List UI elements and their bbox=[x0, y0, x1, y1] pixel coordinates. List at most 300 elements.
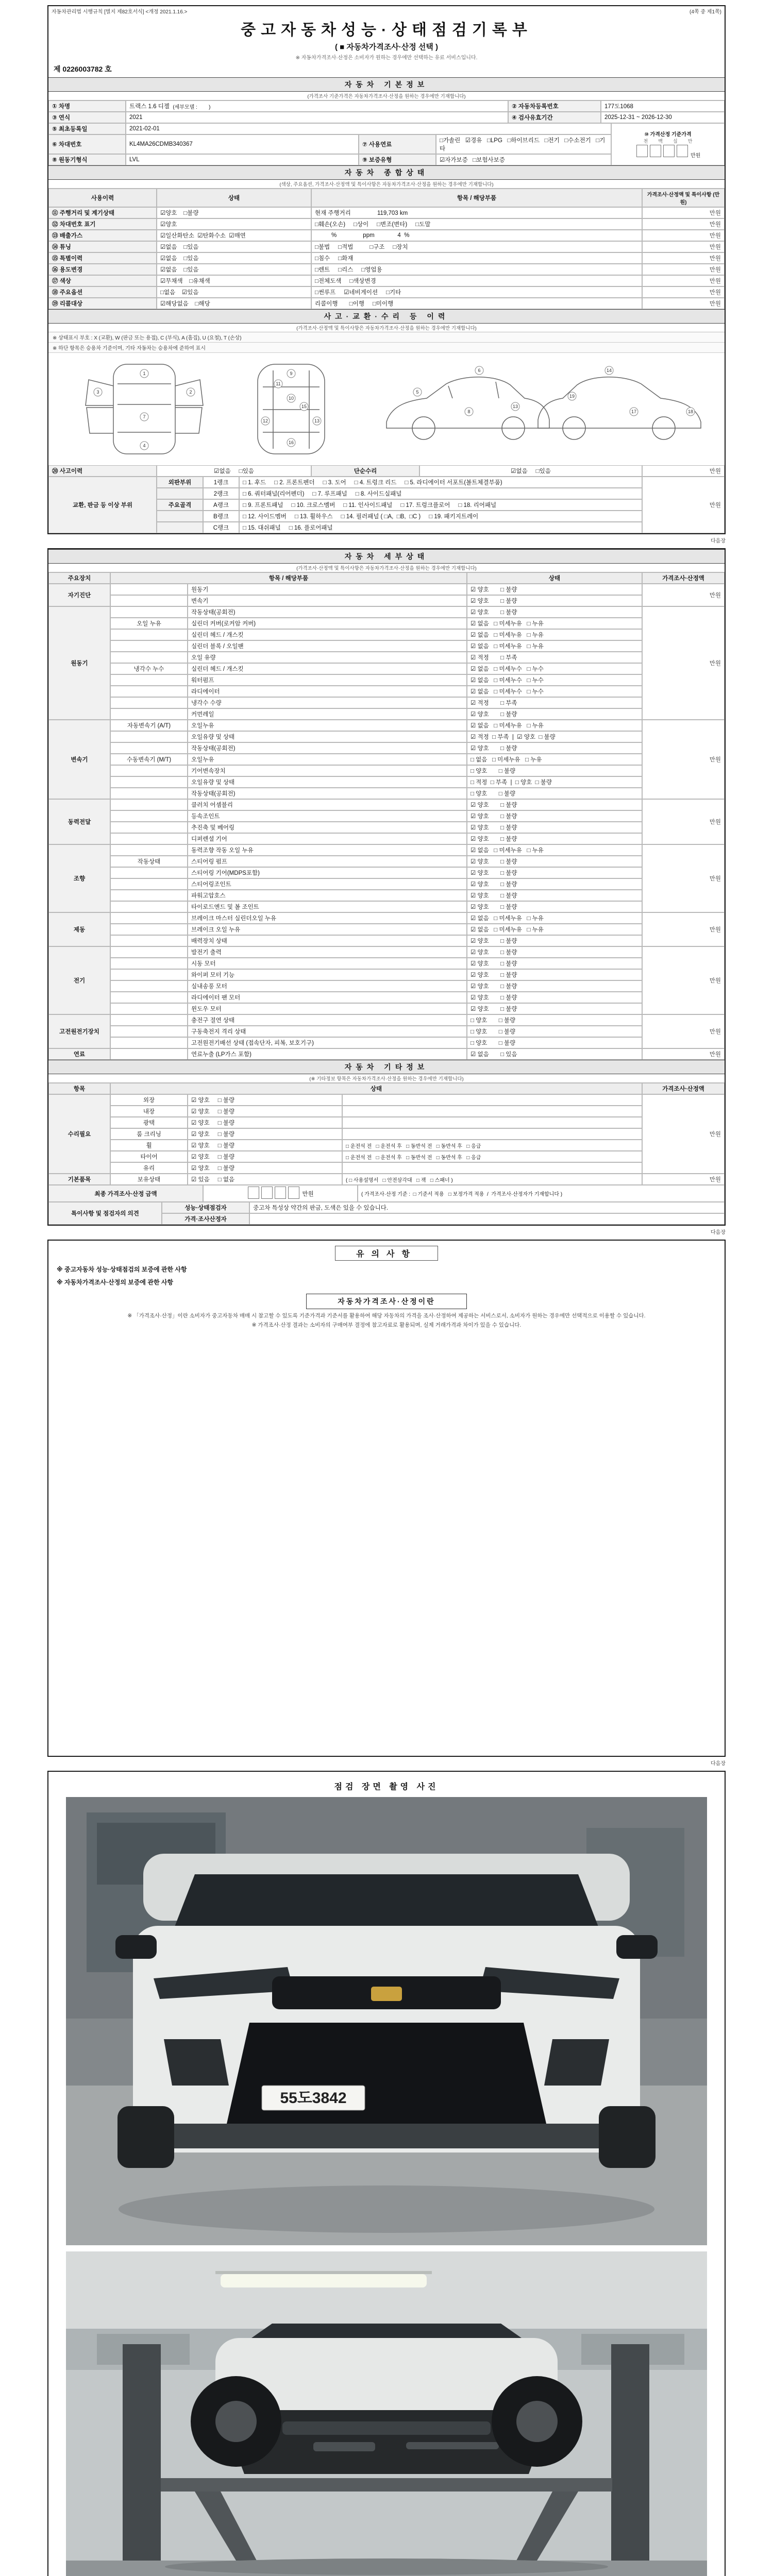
item-label: 실린더 헤드 / 개스킷 bbox=[188, 663, 467, 674]
field-label: ⑤ 최초등록일 bbox=[48, 123, 126, 134]
section-main-form bbox=[47, 5, 726, 534]
etc-row bbox=[110, 1162, 642, 1174]
overall-row bbox=[48, 275, 725, 286]
accident-history-label: ⑳ 사고이력 bbox=[48, 465, 157, 477]
photo-car-front bbox=[66, 1797, 707, 2245]
detail-row bbox=[110, 833, 642, 844]
base-price-label: ⑩ 가격산정 기준가격 bbox=[644, 132, 692, 138]
photo-car-underbody bbox=[66, 2251, 707, 2576]
price-digit bbox=[663, 145, 675, 157]
base-price-scales: 천 백 십 만 bbox=[643, 139, 693, 144]
subgroup-label bbox=[110, 788, 188, 799]
item-label: 실린더 블록 / 오일팬 bbox=[188, 640, 467, 652]
detail-row bbox=[110, 1037, 642, 1048]
subgroup-label bbox=[110, 867, 188, 878]
item-label: 룸 크리닝 bbox=[110, 1128, 188, 1140]
detail-checkboxes: □썬루프 ☑네비게이션 □기타 bbox=[311, 286, 642, 298]
accident-note: (가격조사·산정액 및 특이사항은 자동차가격조사·산정을 원하는 경우에만 기재합니다) bbox=[48, 324, 725, 332]
row-label: ⑬ 배출가스 bbox=[48, 230, 157, 241]
exchange-panel-section bbox=[48, 477, 725, 533]
price-cell: 만원 bbox=[642, 584, 725, 606]
detail-group bbox=[48, 720, 725, 799]
price-digit bbox=[677, 145, 688, 157]
price-cell: 만원 bbox=[642, 912, 725, 946]
simple-repair-label: 단순수리 bbox=[311, 465, 419, 477]
status-checkboxes: ☑ 양호 □ 불량 bbox=[467, 708, 642, 720]
status-checkboxes: ☑ 양호 □ 불량 bbox=[467, 1003, 642, 1014]
row-label: ⑪ 주행거리 및 계기상태 bbox=[48, 207, 157, 218]
subgroup-label bbox=[110, 946, 188, 958]
col-header: 항목 / 해당부품 bbox=[311, 189, 642, 207]
status-checkboxes: ☑ 없음 □ 미세누수 □ 누수 bbox=[467, 663, 642, 674]
overall-state-note: (색상, 주요옵션, 가격조사·산정액 및 특이사항은 자동차가격조사·산정을 원하는 경우에만 기재합니다) bbox=[48, 180, 725, 189]
subgroup-label bbox=[110, 799, 188, 810]
overall-row bbox=[48, 252, 725, 264]
price-cell: 만원 bbox=[642, 286, 725, 298]
subgroup-label bbox=[110, 776, 188, 788]
status-checkboxes: ☑ 양호 □ 불량 bbox=[467, 742, 642, 754]
page-marker: (4쪽 중 제1쪽) bbox=[690, 9, 721, 15]
detail-row bbox=[110, 697, 642, 708]
price-definition-box: 자동차가격조사·산정이란 bbox=[306, 1294, 466, 1309]
accident-history-status: ☑없음 □있음 bbox=[157, 465, 311, 477]
section-detail-state bbox=[47, 548, 726, 1226]
etc-row bbox=[110, 1174, 642, 1185]
first-registration-value: 2021-02-01 bbox=[126, 123, 611, 134]
field-label: ① 차명 bbox=[48, 100, 126, 112]
subgroup-label bbox=[110, 765, 188, 776]
status-checkboxes: ☑해당없음 □해당 bbox=[157, 298, 311, 309]
status-checkboxes: ☑없음 □있음 bbox=[157, 241, 311, 252]
col-header: 가격조사·산정액 및 특이사항 (만원) bbox=[642, 189, 725, 207]
status-checkboxes: ☑ 양호 □ 불량 bbox=[188, 1151, 342, 1162]
price-cell: 만원 bbox=[642, 230, 725, 241]
price-unit: 만원 bbox=[690, 153, 701, 159]
status-checkboxes: ☑ 양호 □ 불량 bbox=[467, 822, 642, 833]
panel-items: □ 9. 프론트패널 □ 10. 크로스멤버 □ 11. 인사이드패널 □ 17. 트렁크플로어 □ 18. 리어패널 bbox=[239, 499, 642, 511]
group-label: 수리필요 bbox=[48, 1094, 110, 1174]
status-checkboxes: ☑ 양호 □ 불량 bbox=[188, 1094, 342, 1106]
detail-row bbox=[110, 799, 642, 810]
detail-group bbox=[48, 1048, 725, 1060]
status-checkboxes: ☑ 양호 □ 불량 bbox=[467, 946, 642, 958]
section-notice bbox=[47, 1240, 726, 1757]
price-cell: 만원 bbox=[642, 799, 725, 844]
status-checkboxes: ☑ 없음 □ 미세누유 □ 누유 bbox=[467, 844, 642, 856]
opinion-row bbox=[162, 1213, 725, 1225]
status-checkboxes: ☑없음 □있음 bbox=[157, 264, 311, 275]
status-checkboxes: ☑ 없음 □ 미세누유 □ 누유 bbox=[467, 618, 642, 629]
group-label: 조향 bbox=[48, 844, 110, 912]
item-label: 구동축전지 격리 상태 bbox=[188, 1026, 467, 1037]
opinion-text bbox=[249, 1213, 725, 1225]
group-label: 고전원전기장치 bbox=[48, 1014, 110, 1048]
detail-row bbox=[110, 810, 642, 822]
subgroup-label bbox=[110, 924, 188, 935]
svg-text:5: 5 bbox=[416, 389, 419, 395]
subgroup-label bbox=[110, 674, 188, 686]
detail-row bbox=[110, 1014, 642, 1026]
status-checkboxes: ☑ 양호 □ 불량 bbox=[188, 1106, 342, 1117]
next-page-label: 다음장 bbox=[711, 538, 726, 544]
extra-checkboxes bbox=[342, 1106, 642, 1117]
final-price-note: ( 가격조사·산정 기준 : □ 기준서 적용 □ 보정가격 적용 / 가격조사·산정자가 기재합니다 ) bbox=[358, 1185, 725, 1202]
detail-group bbox=[48, 799, 725, 844]
status-checkboxes: □ 양호 □ 불량 bbox=[467, 1014, 642, 1026]
field-label: ⑧ 원동기형식 bbox=[48, 154, 126, 165]
status-checkboxes: □ 양호 □ 불량 bbox=[467, 1026, 642, 1037]
status-checkboxes: ☑ 양호 □ 불량 bbox=[188, 1117, 342, 1128]
price-cell: 만원 bbox=[642, 1048, 725, 1060]
item-label: 스티어링 기어(MDPS포함) bbox=[188, 867, 467, 878]
item-label: 연료누출 (LP가스 포함) bbox=[188, 1048, 467, 1060]
registration-number-value: 177도1068 bbox=[601, 100, 725, 112]
status-checkboxes: ☑ 없음 □ 미세누수 □ 누수 bbox=[467, 674, 642, 686]
status-checkboxes: ☑ 양호 □ 불량 bbox=[467, 856, 642, 867]
item-label: 클러치 어셈블리 bbox=[188, 799, 467, 810]
diagram-legend: ※ 하단 항목은 승용차 기준이며, 기타 자동차는 승용차에 준하여 표시 bbox=[48, 343, 725, 353]
item-label: 라디에이터 팬 모터 bbox=[188, 992, 467, 1003]
detail-row bbox=[110, 708, 642, 720]
item-label: 디퍼렌셜 기어 bbox=[188, 833, 467, 844]
exchange-panel-label: 교환, 판금 등 이상 부위 bbox=[48, 477, 157, 533]
detail-row bbox=[110, 878, 642, 890]
detail-row bbox=[110, 640, 642, 652]
extra-checkboxes bbox=[342, 1162, 642, 1174]
subgroup-label bbox=[110, 980, 188, 992]
item-label: 충전구 절연 상태 bbox=[188, 1014, 467, 1026]
next-page-label: 다음장 bbox=[711, 1761, 726, 1767]
document-sheet bbox=[47, 0, 726, 2576]
panel-row bbox=[157, 522, 642, 533]
row-label: ⑯ 용도변경 bbox=[48, 264, 157, 275]
accident-history-header: 사고·교환·수리 등 이력 bbox=[48, 309, 725, 324]
overall-row bbox=[48, 264, 725, 275]
row-label: ⑰ 색상 bbox=[48, 275, 157, 286]
svg-text:11: 11 bbox=[276, 381, 281, 386]
status-checkboxes: ☑ 없음 □ 미세누유 □ 누유 bbox=[467, 629, 642, 640]
form-ref: 자동차관리법 시행규칙 [별지 제82호서식] <개정 2021.1.16.> bbox=[52, 9, 188, 15]
item-label: 오일유량 및 상태 bbox=[188, 776, 467, 788]
price-digit bbox=[288, 1187, 299, 1199]
status-checkboxes: ☑없음 □있음 bbox=[157, 252, 311, 264]
status-checkboxes: ☑ 양호 □ 불량 bbox=[467, 867, 642, 878]
item-label: 실린더 커버(로커암 커버) bbox=[188, 618, 467, 629]
col-header: 사용이력 bbox=[48, 189, 157, 207]
detail-row bbox=[110, 618, 642, 629]
status-checkboxes: ☑ 양호 □ 불량 bbox=[467, 595, 642, 606]
detail-group bbox=[48, 606, 725, 720]
status-checkboxes: ☑ 양호 □ 불량 bbox=[467, 890, 642, 901]
svg-text:1: 1 bbox=[143, 371, 146, 376]
status-checkboxes: ☑ 양호 □ 불량 bbox=[467, 958, 642, 969]
subgroup-label bbox=[110, 890, 188, 901]
base-price-box bbox=[611, 123, 725, 165]
opinion-role: 가격·조사산정자 bbox=[162, 1213, 249, 1225]
status-checkboxes: ☑ 없음 □ 미세누유 □ 누유 bbox=[467, 912, 642, 924]
detail-row bbox=[110, 652, 642, 663]
etc-info-header: 자동차 기타정보 bbox=[48, 1060, 725, 1074]
status-checkboxes: ☑무채색 □유채색 bbox=[157, 275, 311, 286]
item-label: 내장 bbox=[110, 1106, 188, 1117]
row-label: ⑫ 차대번호 표기 bbox=[48, 218, 157, 230]
panel-group: 외판부위 bbox=[157, 477, 203, 488]
overall-row bbox=[48, 286, 725, 298]
overall-row bbox=[48, 218, 725, 230]
price-cell: 만원 bbox=[642, 264, 725, 275]
panel-items: □ 15. 대쉬패널 □ 16. 플로어패널 bbox=[239, 522, 642, 533]
subgroup-label bbox=[110, 969, 188, 980]
panel-items: □ 12. 사이드멤버 □ 13. 휠하우스 □ 14. 필러패널 ( □A, □B, □C ) □ 19. 패키지트레이 bbox=[239, 511, 642, 522]
status-checkboxes: ☑ 적정 □ 부족 | ☑ 양호 □ 불량 bbox=[467, 731, 642, 742]
price-cell: 만원 bbox=[642, 606, 725, 720]
detail-row bbox=[110, 958, 642, 969]
status-checkboxes: ☑ 없음 □ 있음 bbox=[467, 1048, 642, 1060]
subgroup-label bbox=[110, 844, 188, 856]
document-number: 제 0226003782 호 bbox=[54, 65, 112, 73]
col-header: 상태 bbox=[467, 572, 642, 584]
etc-row bbox=[110, 1151, 642, 1162]
detail-checkboxes: □침수 □화재 bbox=[311, 252, 642, 264]
price-cell: 만원 bbox=[642, 241, 725, 252]
panel-row bbox=[157, 511, 642, 522]
subgroup-label bbox=[110, 686, 188, 697]
item-label: 워터펌프 bbox=[188, 674, 467, 686]
field-label: ⑥ 차대번호 bbox=[48, 134, 126, 154]
detail-row bbox=[110, 1048, 642, 1060]
panel-row bbox=[157, 477, 642, 488]
panel-rank: C랭크 bbox=[203, 522, 239, 533]
detail-row bbox=[110, 788, 642, 799]
subgroup-label bbox=[110, 731, 188, 742]
page-subtitle: ( ■ 자동차가격조사·산정 선택 ) bbox=[334, 43, 439, 52]
status-checkboxes: ☑ 없음 □ 미세누유 □ 누유 bbox=[467, 720, 642, 731]
status-checkboxes: ☑ 양호 □ 불량 bbox=[467, 584, 642, 595]
detail-checkboxes: □전체도색 □색상변경 bbox=[311, 275, 642, 286]
status-checkboxes: □없음 ☑있음 bbox=[157, 286, 311, 298]
price-cell: 만원 bbox=[642, 252, 725, 264]
status-checkboxes: ☑ 없음 □ 미세누유 □ 누유 bbox=[467, 924, 642, 935]
item-label: 스티어링조인트 bbox=[188, 878, 467, 890]
basic-info-table bbox=[48, 100, 725, 165]
subgroup-label bbox=[110, 1014, 188, 1026]
item-label: 라디에이터 bbox=[188, 686, 467, 697]
detail-row bbox=[110, 1003, 642, 1014]
price-cell: 만원 bbox=[642, 298, 725, 309]
subgroup-label bbox=[110, 810, 188, 822]
detail-row bbox=[110, 946, 642, 958]
col-header: 상태 bbox=[157, 189, 311, 207]
row-label: ⑭ 튜닝 bbox=[48, 241, 157, 252]
panel-group bbox=[157, 488, 203, 499]
status-checkboxes: ☑ 양호 □ 불량 bbox=[467, 833, 642, 844]
base-price-digits bbox=[635, 145, 701, 159]
detail-row bbox=[110, 606, 642, 618]
item-label: 오일 유량 bbox=[188, 652, 467, 663]
item-label: 브레이크 오일 누유 bbox=[188, 924, 467, 935]
notice-title: 유의사항 bbox=[335, 1246, 438, 1261]
panel-group bbox=[157, 511, 203, 522]
status-checkboxes: ☑ 적정 □ 부족 bbox=[467, 697, 642, 708]
row-label: ⑲ 리콜대상 bbox=[48, 298, 157, 309]
detail-row bbox=[110, 720, 642, 731]
opinion-label: 특이사항 및 점검자의 의견 bbox=[48, 1202, 162, 1225]
item-label: 광택 bbox=[110, 1117, 188, 1128]
subgroup-label: 오일 누유 bbox=[110, 618, 188, 629]
status-checkboxes: ☑ 없음 □ 미세누유 □ 누유 bbox=[467, 640, 642, 652]
item-label: 외장 bbox=[110, 1094, 188, 1106]
car-name-value: 트랙스 1.6 디젤 (세부모델 : ) bbox=[126, 100, 508, 112]
svg-text:2: 2 bbox=[189, 389, 192, 395]
subgroup-label bbox=[110, 935, 188, 946]
status-checkboxes: ☑ 양호 □ 불량 bbox=[467, 606, 642, 618]
item-label: 작동상태(공회전) bbox=[188, 742, 467, 754]
extra-checkboxes: □ 운전석 전 □ 운전석 후 □ 동반석 전 □ 동반석 후 □ 응급 bbox=[342, 1151, 642, 1162]
overall-state-header: 자동차 종합상태 bbox=[48, 165, 725, 180]
group-label: 연료 bbox=[48, 1048, 110, 1060]
overall-row bbox=[48, 207, 725, 218]
item-label: 커먼레일 bbox=[188, 708, 467, 720]
subgroup-label: 냉각수 누수 bbox=[110, 663, 188, 674]
group-label: 제동 bbox=[48, 912, 110, 946]
status-checkboxes: ☑ 양호 □ 불량 bbox=[467, 980, 642, 992]
price-digit bbox=[636, 145, 648, 157]
item-label: 시동 모터 bbox=[188, 958, 467, 969]
item-label: 실내송풍 모터 bbox=[188, 980, 467, 992]
detail-row bbox=[110, 629, 642, 640]
item-label: 변속기 bbox=[188, 595, 467, 606]
subgroup-label: 자동변속기 (A/T) bbox=[110, 720, 188, 731]
item-label: 타이로드엔드 및 볼 조인트 bbox=[188, 901, 467, 912]
svg-text:3: 3 bbox=[96, 389, 99, 395]
status-checkboxes: ☑양호 □불량 bbox=[157, 207, 311, 218]
detail-row bbox=[110, 935, 642, 946]
item-label: 발전기 출력 bbox=[188, 946, 467, 958]
svg-text:13: 13 bbox=[512, 404, 518, 409]
item-label: 브레이크 마스터 실린더오일 누유 bbox=[188, 912, 467, 924]
detail-row bbox=[110, 980, 642, 992]
svg-text:6: 6 bbox=[478, 368, 481, 373]
item-label: 추진축 및 베어링 bbox=[188, 822, 467, 833]
field-label: ③ 연식 bbox=[48, 112, 126, 123]
row-label: ⑱ 주요옵션 bbox=[48, 286, 157, 298]
subgroup-label bbox=[110, 742, 188, 754]
basic-info-note: (가격조사 기준가격은 자동차가격조사·산정을 원하는 경우에만 기재합니다) bbox=[48, 92, 725, 100]
status-checkboxes: □ 양호 □ 불량 bbox=[467, 765, 642, 776]
subgroup-label bbox=[110, 1026, 188, 1037]
subgroup-label bbox=[110, 1037, 188, 1048]
extra-checkboxes: ( □ 사용설명서 □ 안전삼각대 □ 잭 □ 스패너 ) bbox=[342, 1174, 642, 1185]
opinion-text: 중고차 특성상 약간의 판금, 도색은 있을 수 있습니다. bbox=[249, 1202, 725, 1213]
subgroup-label: 작동상태 bbox=[110, 856, 188, 867]
detail-row bbox=[110, 901, 642, 912]
overall-row bbox=[48, 230, 725, 241]
basic-info-header: 자동차 기본정보 bbox=[48, 77, 725, 92]
notice-subheading: ※ 자동차가격조사·산정의 보증에 관한 사항 bbox=[57, 1279, 174, 1286]
panel-row bbox=[157, 488, 642, 499]
state-mark-legend: ※ 상태표시 부호 : X (교환), W (판금 또는 용접), C (부식), A (흠집), U (요철), T (손상) bbox=[48, 332, 725, 343]
price-definition-note: ※ 가격조사·산정 결과는 소비자의 구매여부 결정에 참고자료로 활용되며, 실제 거래가격과 차이가 있을 수 있습니다. bbox=[251, 1321, 522, 1328]
subgroup-label bbox=[110, 1003, 188, 1014]
form-reference-line bbox=[48, 6, 725, 16]
subgroup-label bbox=[110, 595, 188, 606]
svg-text:15: 15 bbox=[301, 404, 307, 409]
price-cell: 만원 bbox=[642, 1094, 725, 1174]
opinion-row bbox=[162, 1202, 725, 1213]
price-cell: 만원 bbox=[642, 207, 725, 218]
overall-state-table bbox=[48, 189, 725, 309]
opinion-role: 성능·상태점검자 bbox=[162, 1202, 249, 1213]
notice-subheading: ※ 중고자동차 성능·상태점검의 보증에 관한 사항 bbox=[57, 1266, 187, 1273]
detail-group bbox=[48, 844, 725, 912]
etc-row bbox=[110, 1106, 642, 1117]
price-cell: 만원 bbox=[642, 1174, 725, 1185]
vin-value: KL4MA26CDMB340367 bbox=[126, 134, 359, 154]
item-label: 윈도우 모터 bbox=[188, 1003, 467, 1014]
etc-info-note: (※ 기타정보 항목은 자동차가격조사·산정을 원하는 경우에만 기재합니다) bbox=[48, 1074, 725, 1083]
panel-rank: 2랭크 bbox=[203, 488, 239, 499]
subgroup-label: 수동변속기 (M/T) bbox=[110, 754, 188, 765]
status-checkboxes: ☑ 있음 □ 없음 bbox=[188, 1174, 342, 1185]
panel-items: □ 6. 쿼터패널(리어펜더) □ 7. 루프패널 □ 8. 사이드실패널 bbox=[239, 488, 642, 499]
detail-row bbox=[110, 992, 642, 1003]
subgroup-label bbox=[110, 652, 188, 663]
status-checkboxes: ☑ 양호 □ 불량 bbox=[467, 935, 642, 946]
detail-checkboxes: 리콜이행 □이행 □미이행 bbox=[311, 298, 642, 309]
subgroup-label bbox=[110, 606, 188, 618]
panel-group: 주요골격 bbox=[157, 499, 203, 511]
status-checkboxes: ☑양호 bbox=[157, 218, 311, 230]
price-digit bbox=[650, 145, 661, 157]
subgroup-label bbox=[110, 912, 188, 924]
svg-text:14: 14 bbox=[606, 368, 612, 373]
svg-text:17: 17 bbox=[631, 409, 637, 414]
final-price-label: 최종 가격조사·산정 금액 bbox=[48, 1185, 203, 1202]
svg-text:9: 9 bbox=[290, 371, 293, 376]
status-checkboxes: ☑ 양호 □ 불량 bbox=[467, 878, 642, 890]
item-label: 배력장치 상태 bbox=[188, 935, 467, 946]
section-photos-signature bbox=[47, 1771, 726, 2576]
group-label: 원동기 bbox=[48, 606, 110, 720]
price-digit bbox=[275, 1187, 286, 1199]
row-label: ⑮ 특별이력 bbox=[48, 252, 157, 264]
item-label: 실린더 헤드 / 개스킷 bbox=[188, 629, 467, 640]
price-cell: 만원 bbox=[642, 844, 725, 912]
photos-title: 점검 장면 촬영 사진 bbox=[334, 1783, 439, 1791]
item-label: 스티어링 펌프 bbox=[188, 856, 467, 867]
model-year-value: 2021 bbox=[126, 112, 508, 123]
status-checkboxes: ☑ 양호 □ 불량 bbox=[467, 969, 642, 980]
extra-checkboxes: □ 운전석 전 □ 운전석 후 □ 동반석 전 □ 동반석 후 □ 응급 bbox=[342, 1140, 642, 1151]
item-label: 오일누유 bbox=[188, 720, 467, 731]
item-label: 보유상태 bbox=[110, 1174, 188, 1185]
panel-rank: A랭크 bbox=[203, 499, 239, 511]
detail-checkboxes: □훼손(오손) □상이 □변조(변타) □도말 bbox=[311, 218, 642, 230]
warranty-type-checkboxes: ☑자가보증 □보험사보증 bbox=[436, 154, 611, 165]
detail-row bbox=[110, 742, 642, 754]
subgroup-label bbox=[110, 629, 188, 640]
extra-checkboxes bbox=[342, 1128, 642, 1140]
detail-state-header: 자동차 세부상태 bbox=[48, 549, 725, 564]
extra-checkboxes bbox=[342, 1117, 642, 1128]
subgroup-label bbox=[110, 901, 188, 912]
vehicle-damage-diagram bbox=[57, 355, 716, 463]
detail-row bbox=[110, 754, 642, 765]
subgroup-label bbox=[110, 697, 188, 708]
field-label: ② 자동차등록번호 bbox=[508, 100, 601, 112]
status-checkboxes: □ 없음 □ 미세누유 □ 누유 bbox=[467, 754, 642, 765]
col-header: 항목 / 해당부품 bbox=[110, 572, 467, 584]
